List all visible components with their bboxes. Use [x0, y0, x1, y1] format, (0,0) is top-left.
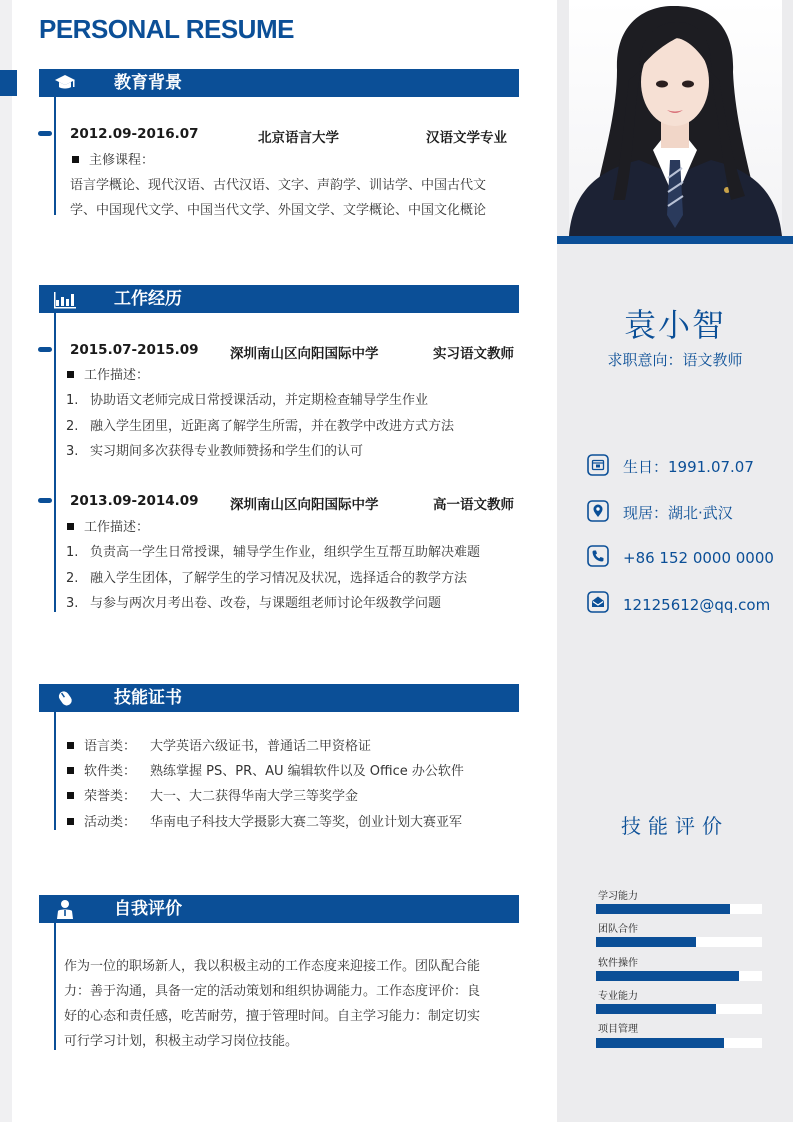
- work-desc-label: 工作描述：: [67, 519, 149, 537]
- timeline-line: [54, 97, 56, 215]
- left-edge-strip: [0, 0, 12, 1122]
- section-header-self-eval: [39, 895, 519, 923]
- education-date: 2012.09-2016.07: [70, 126, 199, 142]
- skill-bar-label: 学习能力: [598, 891, 638, 902]
- list-item: 3. 与参与两次月考出卷、改卷，与课题组老师讨论年级教学问题: [66, 596, 442, 611]
- work-role: 高一语文教师: [433, 497, 514, 513]
- bullet-square-icon: [72, 156, 79, 163]
- work-date: 2013.09-2014.09: [70, 493, 199, 509]
- portrait-illustration: [569, 0, 782, 236]
- skill-bar-track: [596, 971, 762, 981]
- work-org: 深圳南山区向阳国际中学: [230, 346, 379, 362]
- mail-icon: [587, 591, 609, 613]
- mouse-icon: [53, 688, 77, 708]
- timeline-marker: [38, 131, 52, 136]
- courses-label: 主修课程：: [72, 152, 154, 170]
- section-title: 教育背景: [114, 73, 182, 93]
- location-pin-icon: [587, 500, 609, 522]
- bullet-square-icon: [67, 742, 74, 749]
- skill-bar-fill: [596, 937, 696, 947]
- skill-bar-fill: [596, 971, 739, 981]
- work-date: 2015.07-2015.09: [70, 342, 199, 358]
- work-org: 深圳南山区向阳国际中学: [230, 497, 379, 513]
- skill-bar-fill: [596, 1004, 716, 1014]
- timeline-marker: [38, 498, 52, 503]
- courses-line: 学、中国现代文学、中国当代文学、外国文学、文学概论、中国文化概论: [70, 203, 487, 218]
- skill-bar-label: 专业能力: [598, 991, 638, 1002]
- self-evaluation-text: 作为一位的职场新人，我以积极主动的工作态度来迎接工作。团队配合能 力：善于沟通，具备一定的活动策划和组织协调能力。工作态度评价：良 好的心态和责任感，吃苦耐劳，擅于管理时间。自主学习能力：制定切实 可行学习计划，积极主动学习岗位技能。: [64, 959, 481, 1049]
- list-item: 活动类： 华南电子科技大学摄影大赛二等奖，创业计划大赛亚军: [67, 814, 462, 832]
- education-major: 汉语文学专业: [426, 130, 507, 146]
- timeline-line: [54, 923, 56, 1050]
- contact-location: 现居：湖北·武汉: [623, 504, 733, 522]
- bullet-square-icon: [67, 767, 74, 774]
- skill-bar-fill: [596, 1038, 724, 1048]
- skill-bar-track: [596, 1038, 762, 1048]
- list-item: 荣誉类： 大一、大二获得华南大学三等奖学金: [67, 788, 358, 806]
- section-title: 自我评价: [114, 899, 182, 919]
- contact-phone: +86 152 0000 0000: [623, 549, 774, 567]
- list-item: 2. 融入学生团体，了解学生的学习情况及状况，选择适合的教学方法: [66, 571, 468, 586]
- list-item: 2. 融入学生团里，近距离了解学生所需，并在教学中改进方式方法: [66, 419, 455, 434]
- section-header-education: [39, 69, 519, 97]
- photo-underline-bar: [557, 236, 793, 244]
- resume-title: PERSONAL RESUME: [39, 14, 294, 44]
- contact-email: 12125612@qq.com: [623, 596, 771, 614]
- list-item: 1. 负责高一学生日常授课，辅导学生作业，组织学生互帮互助解决难题: [66, 545, 481, 560]
- skill-evaluation-title: 技能评价: [621, 814, 729, 838]
- timeline-marker: [38, 347, 52, 352]
- bullet-square-icon: [67, 792, 74, 799]
- skill-bar-track: [596, 1004, 762, 1014]
- work-entry-header: [70, 342, 520, 362]
- education-school: 北京语言大学: [258, 130, 339, 146]
- phone-icon: [587, 545, 609, 567]
- section-title: 工作经历: [114, 289, 182, 309]
- bullet-square-icon: [67, 818, 74, 825]
- profile-photo: [569, 0, 782, 236]
- work-desc-label: 工作描述：: [67, 367, 149, 385]
- bar-chart-icon: [53, 289, 77, 309]
- bullet-square-icon: [67, 371, 74, 378]
- timeline-line: [54, 313, 56, 612]
- person-icon: [53, 899, 77, 919]
- list-item: 3. 实习期间多次获得专业教师赞扬和学生们的认可: [66, 444, 364, 459]
- contact-birthday: 生日：1991.07.07: [623, 458, 754, 476]
- list-item: 1. 协助语文老师完成日常授课活动，并定期检查辅导学生作业: [66, 393, 429, 408]
- list-item: 软件类： 熟练掌握 PS、PR、AU 编辑软件以及 Office 办公软件: [67, 763, 464, 781]
- corner-accent: [0, 70, 17, 96]
- skill-bar-label: 软件操作: [598, 958, 638, 969]
- calendar-icon: [587, 454, 609, 476]
- skill-bar-label: 团队合作: [598, 924, 638, 935]
- candidate-name: 袁小智: [623, 306, 726, 344]
- skill-bar-fill: [596, 904, 730, 914]
- section-title: 技能证书: [114, 688, 182, 708]
- courses-line: 语言学概论、现代汉语、古代汉语、文字、声韵学、训诂学、中国古代文: [70, 178, 487, 193]
- work-entry-header: [70, 493, 520, 513]
- timeline-line: [54, 712, 56, 830]
- job-intent: 求职意向：语文教师: [607, 351, 743, 369]
- bullet-square-icon: [67, 523, 74, 530]
- skill-bar-track: [596, 937, 762, 947]
- skill-bar-label: 项目管理: [598, 1024, 638, 1035]
- graduation-cap-icon: [53, 73, 77, 93]
- skill-bar-track: [596, 904, 762, 914]
- section-header-work: [39, 285, 519, 313]
- section-header-skills: [39, 684, 519, 712]
- list-item: 语言类： 大学英语六级证书，普通话二甲资格证: [67, 738, 371, 756]
- work-role: 实习语文教师: [433, 346, 514, 362]
- education-entry-header: [70, 126, 520, 146]
